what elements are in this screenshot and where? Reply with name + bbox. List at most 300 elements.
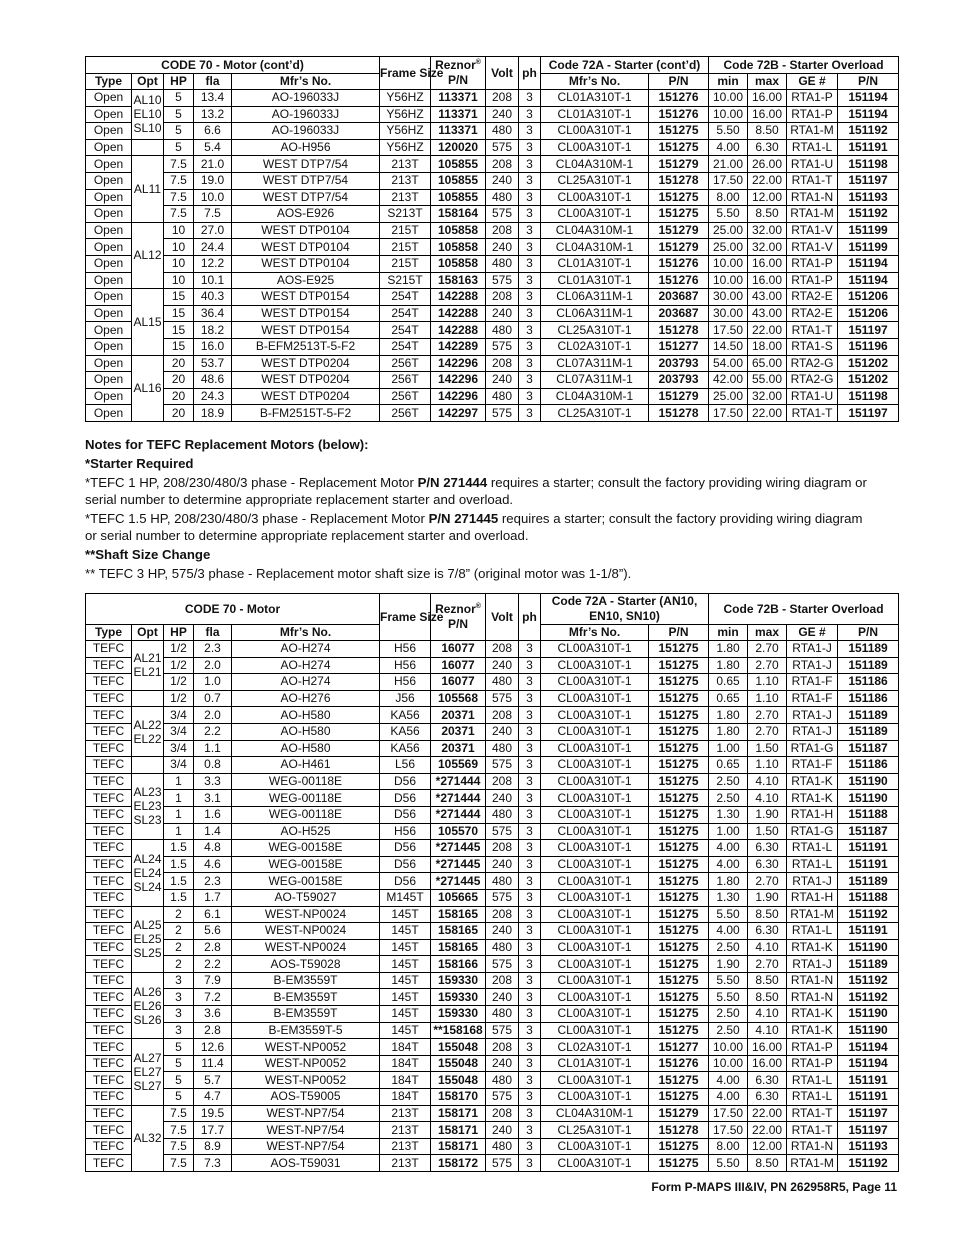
table-cell: 158171: [431, 1122, 486, 1139]
table-cell: 24.4: [194, 239, 232, 256]
table-cell: 240: [486, 106, 519, 123]
table-cell: 3: [519, 773, 541, 790]
table-cell: 151190: [838, 1022, 899, 1039]
table-cell: TEFC: [86, 790, 132, 807]
table-cell: 151194: [838, 255, 899, 272]
table-cell: 22.00: [748, 1122, 787, 1139]
table-cell: 159330: [431, 972, 486, 989]
table-cell: TEFC: [86, 690, 132, 707]
table-row: [86, 674, 899, 691]
table-row: [86, 1138, 899, 1155]
table-cell: RTA1-K: [787, 1022, 838, 1039]
table-cell: 4.10: [748, 790, 787, 807]
table-cell: 151278: [649, 1122, 709, 1139]
table-cell: 3: [519, 1039, 541, 1056]
table-cell: 48.6: [194, 372, 232, 389]
table-cell: Open: [86, 106, 132, 123]
table-cell: 36.4: [194, 305, 232, 322]
table-cell: CL00A310T-1: [541, 1155, 649, 1172]
table-cell: 3: [519, 657, 541, 674]
table-row: [86, 1072, 899, 1089]
note-15hp: *TEFC 1.5 HP, 208/230/480/3 phase - Replacement Motor P/N 271445 requires a starter; consult the factory providing wiring diagram or serial number to determine appropriate replacement starter and overload.: [85, 511, 863, 543]
table-cell: 1.80: [709, 707, 748, 724]
table-cell: 151277: [649, 338, 709, 355]
option-code: AL24 EL24 SL24: [132, 840, 164, 906]
table-cell: RTA2-E: [787, 289, 838, 306]
table-cell: 151191: [838, 139, 899, 156]
table-cell: TEFC: [86, 1072, 132, 1089]
table-cell: TEFC: [86, 757, 132, 774]
table-cell: RTA1-P: [787, 1039, 838, 1056]
table-cell: AOS-E925: [232, 272, 380, 289]
reznor-pn-header: Reznor® P/N: [431, 594, 486, 641]
table-cell: RTA1-K: [787, 1006, 838, 1023]
table-cell: 1.30: [709, 889, 748, 906]
table-cell: 5: [164, 1039, 194, 1056]
table-cell: 213T: [380, 1155, 431, 1172]
table-cell: WEST DTP0104: [232, 239, 380, 256]
table-cell: 151275: [649, 972, 709, 989]
table-cell: 151194: [838, 1039, 899, 1056]
table-cell: 113371: [431, 90, 486, 107]
starter-header: Code 72A - Starter (AN10, EN10, SN10): [541, 594, 709, 625]
table-cell: CL00A310T-1: [541, 823, 649, 840]
table-cell: Open: [86, 289, 132, 306]
table-cell: 151197: [838, 1122, 899, 1139]
table-cell: 8.50: [748, 989, 787, 1006]
table-cell: *271445: [431, 873, 486, 890]
table-cell: RTA1-N: [787, 989, 838, 1006]
table-cell: WEG-00118E: [232, 806, 380, 823]
table-cell: 142297: [431, 405, 486, 422]
column-header: min: [709, 625, 748, 641]
table-cell: WEG-00158E: [232, 873, 380, 890]
shaft-size-heading: **Shaft Size Change: [85, 547, 211, 562]
table-cell: 1.00: [709, 823, 748, 840]
table-cell: WEST DTP0104: [232, 222, 380, 239]
table-cell: TEFC: [86, 1055, 132, 1072]
table-cell: 151275: [649, 956, 709, 973]
table-cell: 10: [164, 272, 194, 289]
table-cell: *271444: [431, 806, 486, 823]
table-cell: 2.70: [748, 873, 787, 890]
table-cell: 0.7: [194, 690, 232, 707]
table-cell: 13.2: [194, 106, 232, 123]
frame-size-header: Frame Size: [380, 57, 431, 90]
table-cell: TEFC: [86, 1105, 132, 1122]
column-header: Mfr’s No.: [232, 74, 380, 90]
table-cell: 16.00: [748, 1055, 787, 1072]
table-cell: 151275: [649, 873, 709, 890]
table-cell: WEST-NP7/54: [232, 1122, 380, 1139]
table-cell: 256T: [380, 388, 431, 405]
table-cell: 480: [486, 1072, 519, 1089]
table-cell: 1.7: [194, 889, 232, 906]
table-cell: RTA1-T: [787, 172, 838, 189]
table-cell: WEST DTP0154: [232, 322, 380, 339]
table-cell: 1.80: [709, 873, 748, 890]
table-row: [86, 1155, 899, 1172]
table-cell: 213T: [380, 172, 431, 189]
table-cell: 12.6: [194, 1039, 232, 1056]
table-cell: 142289: [431, 338, 486, 355]
table-cell: CL04A310M-1: [541, 239, 649, 256]
table-cell: RTA1-L: [787, 1089, 838, 1106]
table-row: [86, 1039, 899, 1056]
table-cell: 3: [519, 372, 541, 389]
table-cell: 208: [486, 773, 519, 790]
table-row: [86, 939, 899, 956]
table-cell: 480: [486, 740, 519, 757]
table-cell: 575: [486, 1089, 519, 1106]
table-cell: CL00A310T-1: [541, 657, 649, 674]
table-cell: WEST-NP0024: [232, 923, 380, 940]
table-cell: AO-196033J: [232, 90, 380, 107]
table-cell: 4.10: [748, 1022, 787, 1039]
phase-header: ph: [519, 594, 541, 641]
table-cell: TEFC: [86, 956, 132, 973]
table-cell: 18.2: [194, 322, 232, 339]
table-cell: 145T: [380, 972, 431, 989]
table-cell: 1.80: [709, 641, 748, 658]
table-cell: 3: [519, 172, 541, 189]
table-cell: 240: [486, 372, 519, 389]
table-cell: TEFC: [86, 723, 132, 740]
table-cell: Open: [86, 372, 132, 389]
table-cell: 120020: [431, 139, 486, 156]
table-cell: 8.9: [194, 1138, 232, 1155]
table-cell: 151189: [838, 641, 899, 658]
table-cell: WEST DTP0104: [232, 255, 380, 272]
table-cell: 1.5: [164, 856, 194, 873]
table-cell: 3: [519, 189, 541, 206]
table-row: [86, 989, 899, 1006]
table-cell: 3: [519, 305, 541, 322]
table-cell: 151189: [838, 956, 899, 973]
table-cell: 16.00: [748, 106, 787, 123]
table-cell: 155048: [431, 1039, 486, 1056]
table-cell: 105858: [431, 222, 486, 239]
table-cell: 1/2: [164, 690, 194, 707]
table-cell: 158165: [431, 939, 486, 956]
table-cell: 17.50: [709, 405, 748, 422]
table-cell: CL06A311M-1: [541, 305, 649, 322]
table-cell: 158171: [431, 1138, 486, 1155]
table-cell: CL25A310T-1: [541, 172, 649, 189]
table-cell: 54.00: [709, 355, 748, 372]
table-cell: 1.4: [194, 823, 232, 840]
table-cell: RTA1-T: [787, 1105, 838, 1122]
table-cell: 3: [164, 1022, 194, 1039]
table-cell: CL00A310T-1: [541, 206, 649, 223]
column-header: Type: [86, 625, 132, 641]
table-cell: AOS-T59028: [232, 956, 380, 973]
table-cell: Open: [86, 305, 132, 322]
table-cell: 105568: [431, 690, 486, 707]
table-cell: CL00A310T-1: [541, 840, 649, 857]
table-cell: 17.50: [709, 322, 748, 339]
table-cell: RTA1-U: [787, 156, 838, 173]
table-cell: CL00A310T-1: [541, 806, 649, 823]
table-cell: 151279: [649, 388, 709, 405]
table-cell: 6.30: [748, 139, 787, 156]
table-cell: TEFC: [86, 1006, 132, 1023]
table-cell: 40.3: [194, 289, 232, 306]
table-cell: 3: [519, 690, 541, 707]
table-cell: D56: [380, 873, 431, 890]
table-cell: 6.6: [194, 123, 232, 140]
table-cell: 151187: [838, 740, 899, 757]
table-cell: 43.00: [748, 289, 787, 306]
table-cell: 151189: [838, 723, 899, 740]
table-cell: 142296: [431, 372, 486, 389]
table-cell: 480: [486, 1006, 519, 1023]
table-cell: CL00A310T-1: [541, 939, 649, 956]
table-cell: 151187: [838, 823, 899, 840]
table-cell: D56: [380, 840, 431, 857]
table-cell: WEG-00158E: [232, 840, 380, 857]
table-cell: 4.00: [709, 840, 748, 857]
table-cell: 3/4: [164, 707, 194, 724]
table-cell: B-EM3559T: [232, 972, 380, 989]
table-cell: 10.00: [709, 1055, 748, 1072]
table-cell: CL00A310T-1: [541, 790, 649, 807]
table-cell: 19.0: [194, 172, 232, 189]
option-code: AL25 EL25 SL25: [132, 906, 164, 972]
option-code: AL11: [132, 156, 164, 222]
table-cell: 3: [519, 906, 541, 923]
table-cell: 575: [486, 889, 519, 906]
table-cell: 1.50: [748, 823, 787, 840]
table-cell: CL00A310T-1: [541, 123, 649, 140]
header-row: [86, 57, 899, 74]
table-cell: 151206: [838, 289, 899, 306]
table-row: [86, 856, 899, 873]
table-cell: TEFC: [86, 873, 132, 890]
table-cell: WEST DTP0154: [232, 289, 380, 306]
table-cell: RTA1-P: [787, 106, 838, 123]
table-cell: AOS-E926: [232, 206, 380, 223]
table-cell: H56: [380, 641, 431, 658]
table-cell: 159330: [431, 1006, 486, 1023]
table-cell: 151275: [649, 1089, 709, 1106]
table-cell: 575: [486, 1022, 519, 1039]
notes-title: Notes for TEFC Replacement Motors (below):: [85, 437, 369, 452]
phase-header: ph: [519, 57, 541, 90]
table-cell: RTA1-G: [787, 823, 838, 840]
table-cell: CL01A310T-1: [541, 106, 649, 123]
table-cell: 213T: [380, 189, 431, 206]
table-cell: 151191: [838, 1072, 899, 1089]
table-cell: 203793: [649, 355, 709, 372]
table-cell: AO-H525: [232, 823, 380, 840]
table-cell: 151279: [649, 222, 709, 239]
table-cell: 3.6: [194, 1006, 232, 1023]
table-cell: CL00A310T-1: [541, 1006, 649, 1023]
table-cell: RTA1-L: [787, 923, 838, 940]
table-cell: 151275: [649, 657, 709, 674]
table-cell: 65.00: [748, 355, 787, 372]
table-cell: 2: [164, 939, 194, 956]
table-cell: 2.70: [748, 657, 787, 674]
table-cell: 480: [486, 322, 519, 339]
table-cell: 3: [519, 1022, 541, 1039]
table-cell: CL00A310T-1: [541, 956, 649, 973]
table-cell: 1: [164, 823, 194, 840]
option-code: AL21 EL21: [132, 641, 164, 691]
table-cell: 1.1: [194, 740, 232, 757]
table-cell: 24.3: [194, 388, 232, 405]
table-cell: 5.4: [194, 139, 232, 156]
table-cell: D56: [380, 773, 431, 790]
table-cell: J56: [380, 690, 431, 707]
table-cell: 2.2: [194, 723, 232, 740]
table-cell: 480: [486, 873, 519, 890]
table-cell: 5: [164, 1055, 194, 1072]
table-cell: 1.30: [709, 806, 748, 823]
table-cell: CL00A310T-1: [541, 674, 649, 691]
table-cell: 7.5: [164, 189, 194, 206]
table-cell: 145T: [380, 923, 431, 940]
volt-header: Volt: [486, 594, 519, 641]
table-cell: 1.80: [709, 657, 748, 674]
table-cell: Open: [86, 388, 132, 405]
header-row: [86, 594, 899, 625]
table-cell: 3: [519, 1155, 541, 1172]
table-cell: 2.70: [748, 723, 787, 740]
table-cell: 1.5: [164, 873, 194, 890]
table-cell: 5.50: [709, 989, 748, 1006]
table-cell: Open: [86, 172, 132, 189]
table-cell: 2.8: [194, 1022, 232, 1039]
table-cell: 3: [519, 222, 541, 239]
table-cell: 151189: [838, 707, 899, 724]
table-row: [86, 707, 899, 724]
table-cell: *271445: [431, 856, 486, 873]
table-cell: 151189: [838, 657, 899, 674]
table-cell: 6.1: [194, 906, 232, 923]
table-cell: 3: [519, 1006, 541, 1023]
table-cell: 480: [486, 1138, 519, 1155]
table-cell: AO-H274: [232, 657, 380, 674]
table-cell: 2: [164, 956, 194, 973]
table-cell: RTA1-J: [787, 873, 838, 890]
table-cell: Open: [86, 206, 132, 223]
table-cell: 10.0: [194, 189, 232, 206]
table-cell: 158165: [431, 906, 486, 923]
table-cell: 3: [519, 806, 541, 823]
column-header: P/N: [838, 74, 899, 90]
table-cell: H56: [380, 657, 431, 674]
table-cell: 151202: [838, 372, 899, 389]
table-cell: 3: [164, 972, 194, 989]
table-cell: 1: [164, 773, 194, 790]
column-header: Mfr’s No.: [541, 74, 649, 90]
table-cell: 215T: [380, 255, 431, 272]
table-cell: CL00A310T-1: [541, 1072, 649, 1089]
table-cell: RTA1-J: [787, 707, 838, 724]
table-cell: 4.00: [709, 856, 748, 873]
table-cell: RTA1-H: [787, 889, 838, 906]
shaft-size-note: ** TEFC 3 HP, 575/3 phase - Replacement motor shaft size is 7/8” (original motor was 1-1/8”).: [85, 566, 632, 581]
table-cell: B-EM3559T: [232, 989, 380, 1006]
table-cell: 151275: [649, 674, 709, 691]
table-cell: 151275: [649, 823, 709, 840]
table-cell: 240: [486, 723, 519, 740]
table-cell: 480: [486, 255, 519, 272]
table-cell: 15: [164, 305, 194, 322]
table-cell: 151276: [649, 106, 709, 123]
table-cell: 22.00: [748, 405, 787, 422]
table-cell: KA56: [380, 740, 431, 757]
table-cell: 203687: [649, 289, 709, 306]
table-row: [86, 123, 899, 140]
table-cell: 7.2: [194, 989, 232, 1006]
table-cell: 17.50: [709, 1105, 748, 1122]
table-row: [86, 690, 899, 707]
column-header: P/N: [649, 625, 709, 641]
table-cell: TEFC: [86, 856, 132, 873]
table-cell: WEST-NP7/54: [232, 1105, 380, 1122]
table-cell: 142288: [431, 305, 486, 322]
table-cell: 480: [486, 939, 519, 956]
table-cell: 8.50: [748, 906, 787, 923]
table-row: [86, 1105, 899, 1122]
column-header: P/N: [649, 74, 709, 90]
table-cell: 2.8: [194, 939, 232, 956]
table-cell: RTA1-M: [787, 906, 838, 923]
table-cell: 151192: [838, 206, 899, 223]
table-cell: 184T: [380, 1039, 431, 1056]
table-cell: 53.7: [194, 355, 232, 372]
table-cell: 256T: [380, 372, 431, 389]
table-cell: CL07A311M-1: [541, 355, 649, 372]
table-cell: 151193: [838, 1138, 899, 1155]
table-cell: WEST DTP0154: [232, 305, 380, 322]
table-cell: 1.00: [709, 740, 748, 757]
table-cell: 213T: [380, 1138, 431, 1155]
table-cell: 151186: [838, 674, 899, 691]
table-cell: *271444: [431, 790, 486, 807]
table-cell: 20371: [431, 707, 486, 724]
table-cell: CL00A310T-1: [541, 189, 649, 206]
table-cell: 256T: [380, 355, 431, 372]
table-cell: B-FM2515T-5-F2: [232, 405, 380, 422]
table-cell: WEST DTP7/54: [232, 156, 380, 173]
table-cell: 151275: [649, 139, 709, 156]
table-cell: 151197: [838, 1105, 899, 1122]
table-cell: KA56: [380, 707, 431, 724]
table-cell: 151190: [838, 1006, 899, 1023]
table-cell: CL00A310T-1: [541, 757, 649, 774]
table-row: [86, 372, 899, 389]
table-cell: 4.00: [709, 1089, 748, 1106]
table-cell: AOS-T59031: [232, 1155, 380, 1172]
table-cell: AO-H461: [232, 757, 380, 774]
table-cell: 145T: [380, 989, 431, 1006]
table-cell: 3: [519, 1105, 541, 1122]
table-cell: 151275: [649, 1138, 709, 1155]
table-cell: 7.3: [194, 1155, 232, 1172]
table-cell: TEFC: [86, 840, 132, 857]
table-cell: 4.00: [709, 923, 748, 940]
table-cell: 10: [164, 222, 194, 239]
table-cell: 22.00: [748, 322, 787, 339]
option-code: [132, 690, 164, 707]
table-cell: 3: [519, 641, 541, 658]
table-cell: 208: [486, 707, 519, 724]
table-cell: 151275: [649, 707, 709, 724]
